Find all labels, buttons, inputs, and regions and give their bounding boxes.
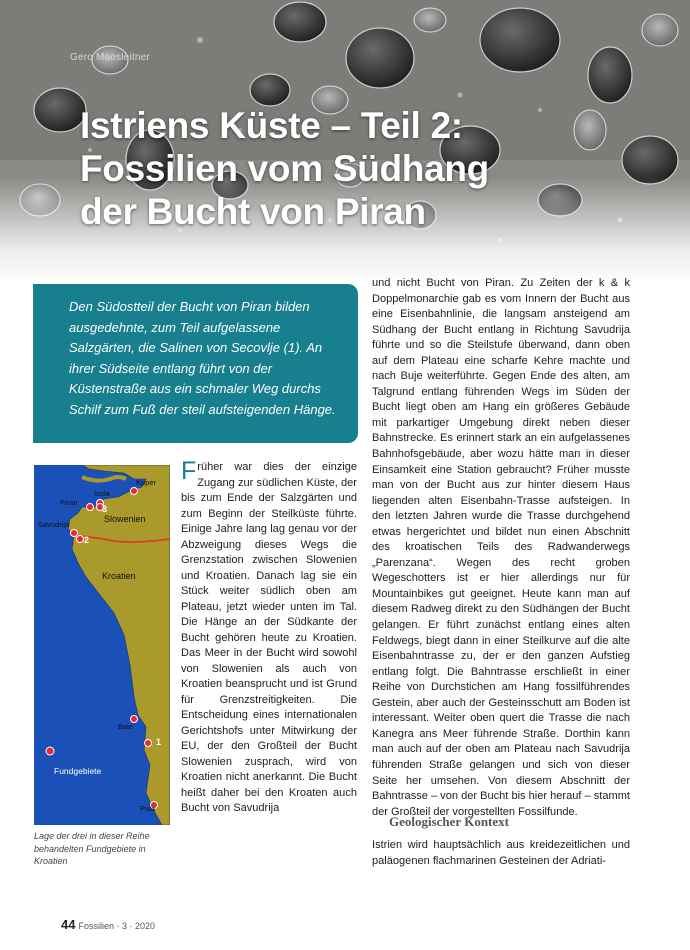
body-text-section: Istrien wird hauptsächlich aus kreidezeitlichen und paläogenen flachmarinen Gesteinen der Adriati- xyxy=(372,839,630,867)
author-name: Gero Moosleitner xyxy=(70,52,150,63)
title-line-3: der Bucht von Piran xyxy=(80,191,426,232)
label-bale: Bale xyxy=(118,722,134,731)
map-caption: Lage der drei in dieser Reihe behandelten Fundgebiete in Kroatien xyxy=(34,831,150,866)
body-text-left: rüher war dies der einzige Zugang zur südlichen Küste, der bis zum Ende der Salzgärten und zum Beginn der Steilküste führte. Einige Jahre lang lag genau vor der Abzweigung dieses Wegs die Grenzstation zwischen Slowenien und Kroatien. Danach lag sie ein Stück weiter südlich oben am Plateau, jetzt wieder unten im Tal. Die Hänge an der Südkante der Bucht gehören heute zu Kroatien. Das Meer in der Bucht wird sowohl von Slowenien als auch von Kroatien beansprucht und ist Grund für Grenzstreitigkeiten. Die Entscheidung eines internationalen Gerichtshofs unter Mitwirkung der EU, der den Großteil der Bucht Slowenien zusprach, wird von Kroatien nicht anerkannt. Die Bucht heißt daher bei den Kroaten auch Bucht von Savudrija xyxy=(181,461,357,815)
label-savudrija: Savudrija xyxy=(38,520,70,529)
marker-piran xyxy=(87,504,94,511)
label-slovenia: Slowenien xyxy=(104,514,146,524)
site-number-2: 2 xyxy=(84,535,90,545)
drop-cap: F xyxy=(181,457,197,485)
page-number: 44 xyxy=(61,917,76,932)
body-column-left xyxy=(181,457,357,817)
intro-box xyxy=(33,284,358,443)
marker-site-1 xyxy=(145,740,152,747)
legend-marker xyxy=(46,747,54,755)
label-croatia: Kroatien xyxy=(102,571,136,581)
body-text-right: und nicht Bucht von Piran. Zu Zeiten der k & k Doppelmonarchie gab es vom Innern der Bucht aus eine Eisenbahnlinie, die langsam ansteigend am Südhang der Bucht entlang in Richtung Savudrija führte und so die Steilstufe überwand, dann oben auf dem Plateau eine scharfe Kehre machte und nach Buje weiterführte. Gegen Ende des alten, am Talgrund entlang führenden Wegs im Süden der Bucht liegt oben am Hang ein größeres Gebäude mit parkartiger Umgebung direkt neben dieser Bahnstrecke. Es erinnert stark an ein aufgelassenes Bahnhofsgebäude, aber wozu hätte man in dieser Einsamkeit eine Station gebraucht? Früher musste man von der Bucht aus zur hinter diesem Haus liegenden alten Eisenbahn-Trasse aufsteigen. In den letzten Jahren wurde die Trasse durchgehend etwas hergerichtet und bildet nun einen Abschnitt des kroatischen Teils des Radwanderwegs „Parenzana“. Wegen des recht groben Wegeschotters ist er hier allerdings nur für Mountainbikes gut geeignet. Heute kann man auf diesem Radweg direkt zu den Südhängen der Bucht gelangen. Er führt zunächst entlang eines alten Feldwegs, biegt dann in einer Steilkurve auf die alte Eisenbahntrasse zu, der er den ganzen Aufstieg entlang folgt. Die Bahntrasse erschließt in einer Reihe von Durchstichen am Hang fossilführendes Gestein, aber auch der Gesteinsschutt am Boden ist interessant. Weiter oben quert die Trasse die nach Kanegra ans Meer führende Straße. Dorthin kann man auch auf der oben am Plateau nach Savudrija führenden Straße gelangen und sich von dieser Seite her umsehen. Von diesem Abschnitt der Bahntrasse – von der Bucht bis hier herauf – stammt der Großteil der vorgestellten Fossilfunde. xyxy=(372,277,630,818)
header-image xyxy=(0,0,690,285)
intro-text: Den Südostteil der Bucht von Piran bilden ausgedehnte, zum Teil aufgelassene Salzgärten, die Salinen von Secovlje (1). An ihrer Südseite entlang führt von der Küstenstraße aus ein schmaler Weg durchs Schilf zum Fuß der steil aufsteigenden Hänge. xyxy=(69,299,336,417)
label-isola: Isola xyxy=(94,489,110,498)
site-number-3: 3 xyxy=(102,504,108,514)
label-koper: Koper xyxy=(136,478,157,487)
legend-label: Fundgebiete xyxy=(54,766,102,776)
marker-savudrija xyxy=(71,530,78,537)
body-paragraph xyxy=(181,457,357,817)
magazine-issue: Fossilien · 3 · 2020 xyxy=(78,921,156,931)
article-title xyxy=(80,104,640,233)
body-column-right-continued xyxy=(372,838,630,869)
label-pula: Pula xyxy=(140,804,156,813)
label-piran: Piran xyxy=(60,498,78,507)
section-heading: Geologischer Kontext xyxy=(389,814,509,829)
istria-map xyxy=(34,465,170,825)
location-map xyxy=(34,465,170,825)
page-footer xyxy=(61,917,155,932)
title-line-2: Fossilien vom Südhang xyxy=(80,148,489,189)
site-number-1: 1 xyxy=(156,737,162,747)
marker-koper xyxy=(131,488,138,495)
marker-site-2 xyxy=(77,536,84,543)
body-column-right xyxy=(372,276,630,820)
title-line-1: Istriens Küste – Teil 2: xyxy=(80,105,463,146)
